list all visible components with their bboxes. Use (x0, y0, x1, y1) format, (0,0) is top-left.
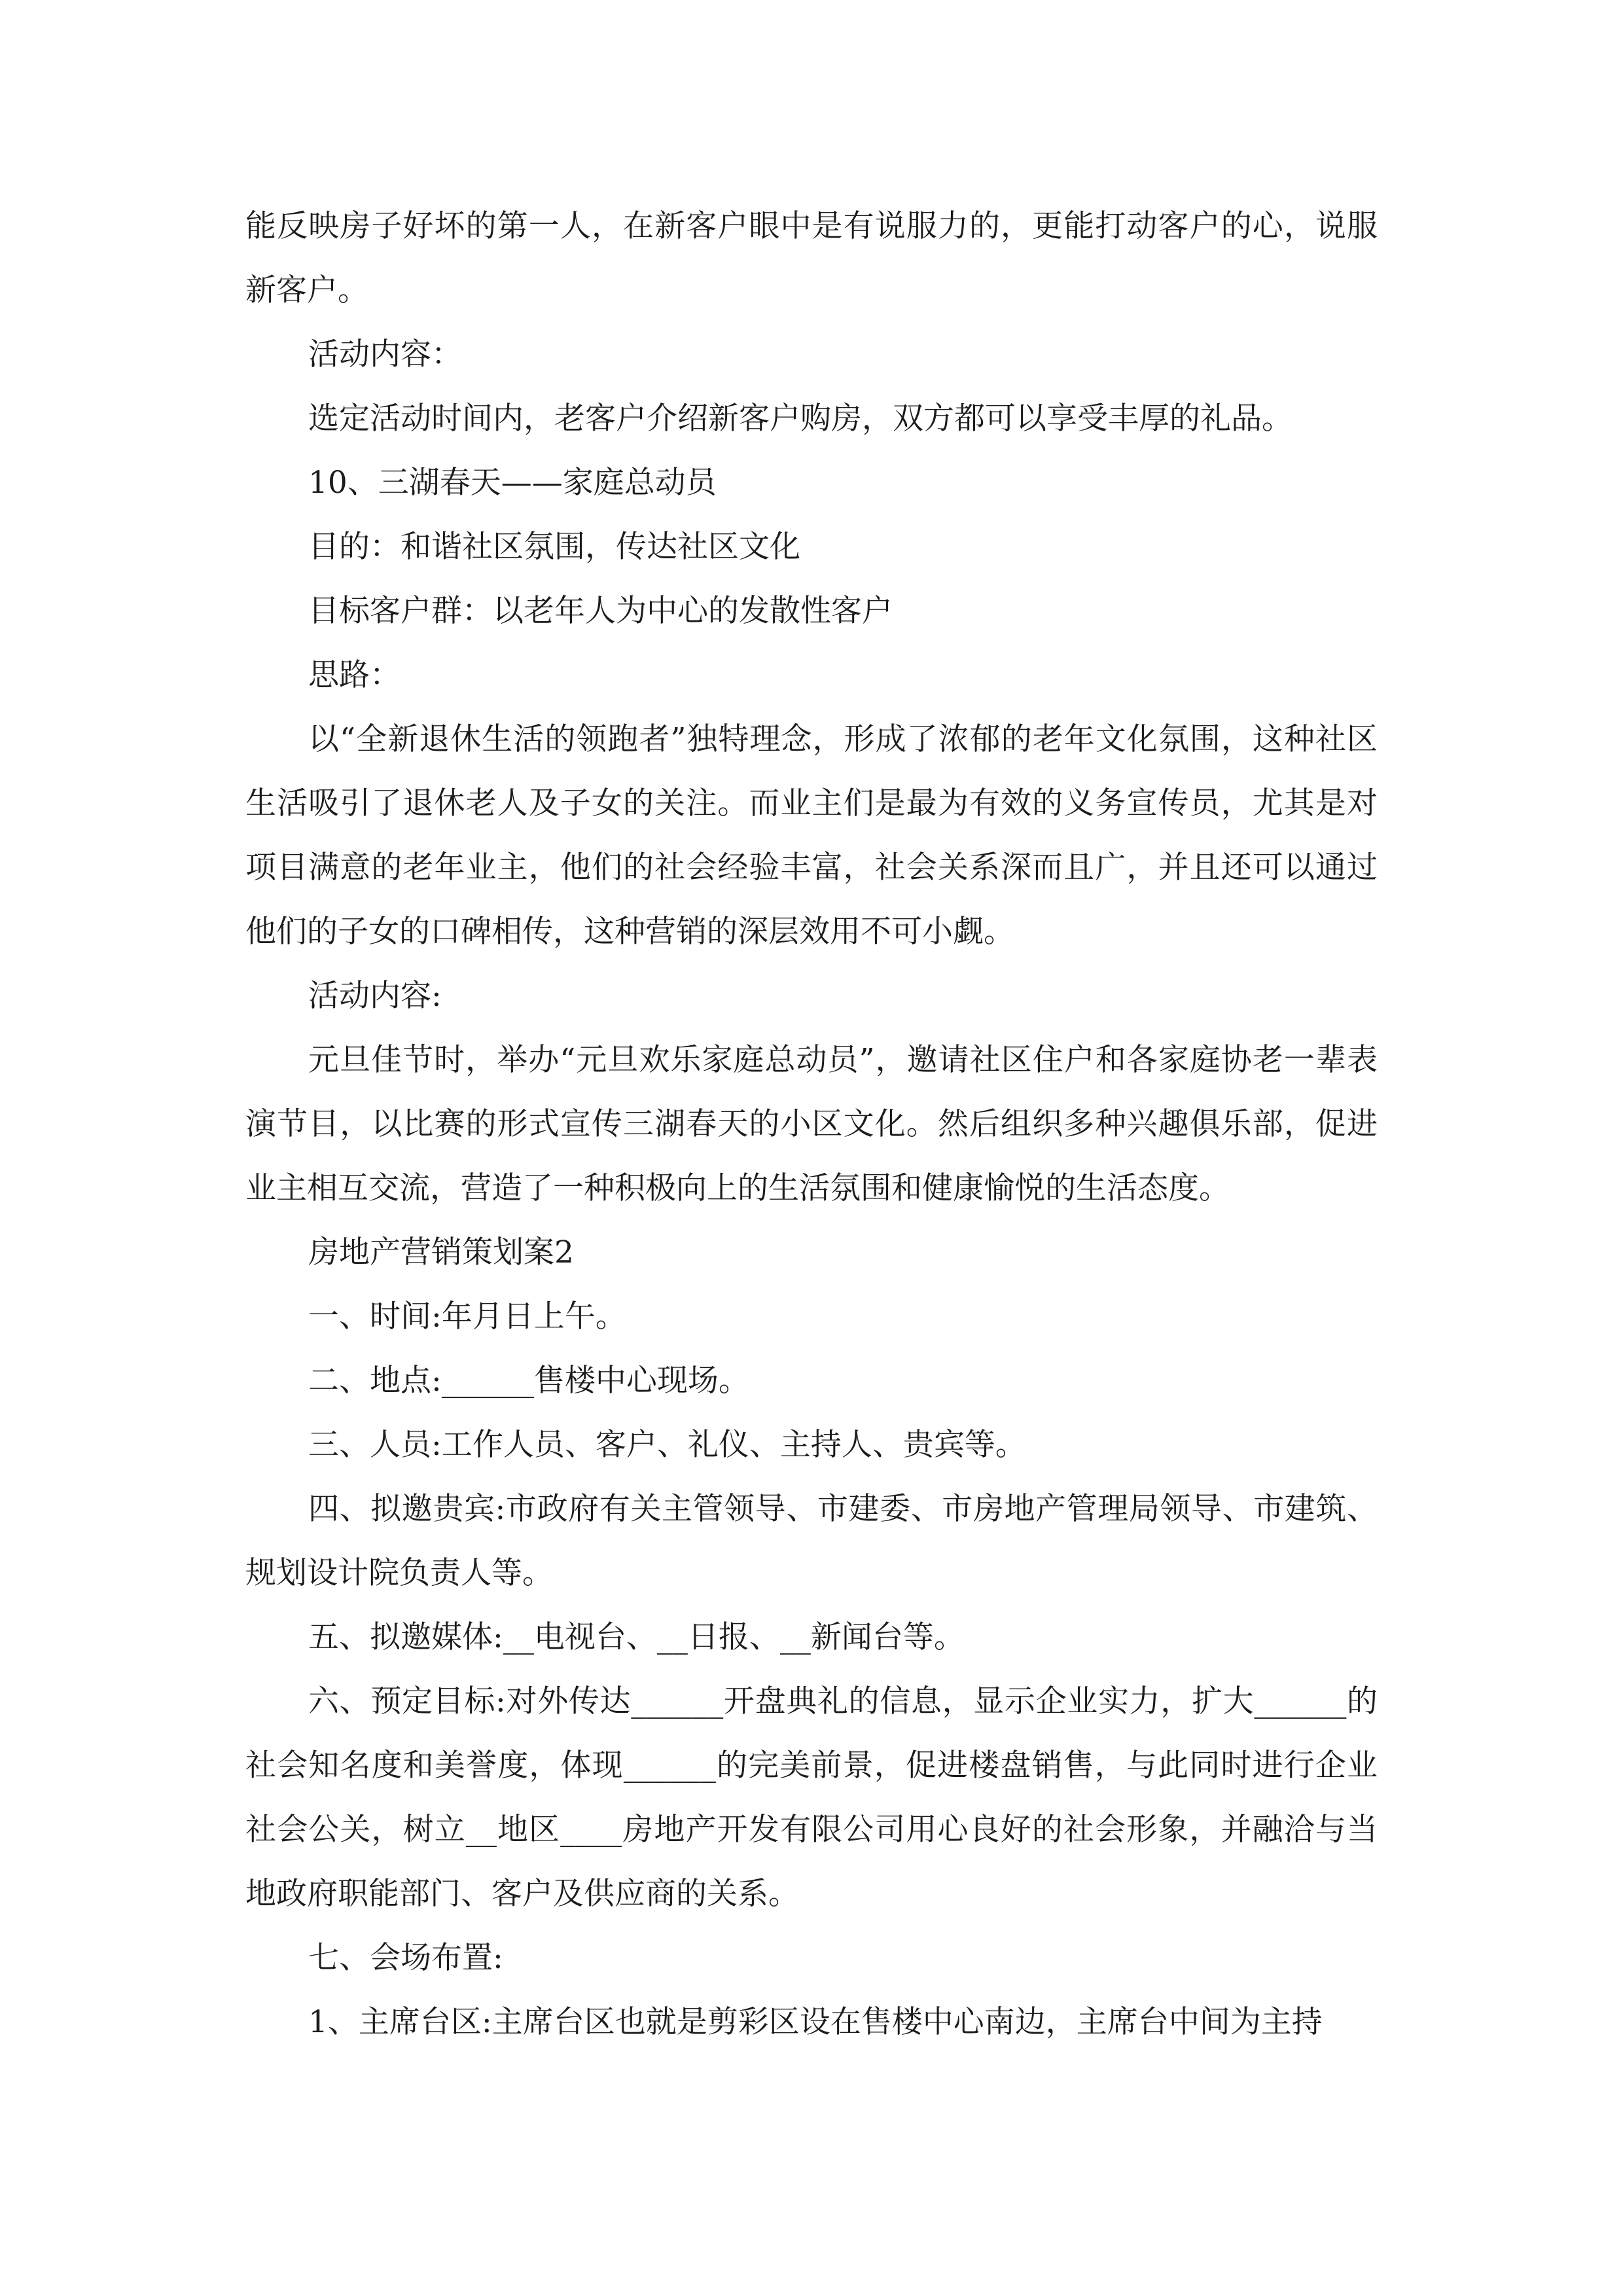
paragraph-time: 一、时间:年月日上午。 (308, 1299, 626, 1335)
paragraph-activity-content: 选定活动时间内，老客户介绍新客户购房，双方都可以享受丰厚的礼品。 (308, 401, 1293, 437)
paragraph-purpose: 目的：和谐社区氛围，传达社区文化 (308, 529, 800, 565)
paragraph-activity-content-heading-2: 活动内容: (308, 978, 442, 1014)
paragraph-personnel: 三、人员:工作人员、客户、礼仪、主持人、贵宾等。 (308, 1427, 1026, 1463)
paragraph-section-10-title: 10、三湖春天——家庭总动员 (308, 465, 717, 501)
paragraph-continuation: 能反映房子好坏的第一人，在新客户眼中是有说服力的，更能打动客户的心，说服新客户。 (245, 208, 1378, 308)
paragraph-goals: 六、预定目标:对外传达______开盘典礼的信息，显示企业实力，扩大______的社会知名度和美誉度，体现______的完美前景，促进楼盘销售，与此同时进行企业社会公关，树立__地区____房地产开发有限公司用心良好的社会形象，并融洽与当地政府职能部门、客户及供应商的关系。 (245, 1683, 1378, 1912)
paragraph-activity-content-2: 元旦佳节时，举办“元旦欢乐家庭总动员”，邀请社区住户和各家庭协老一辈表演节目，以比赛的形式宣传三湖春天的小区文化。然后组织多种兴趣俱乐部，促进业主相互交流，营造了一种积极向上的生活氛围和健康愉悦的生活态度。 (245, 1042, 1378, 1206)
paragraph-target-customers: 目标客户群：以老年人为中心的发散性客户 (308, 593, 893, 629)
paragraph-guests: 四、拟邀贵宾:市政府有关主管领导、市建委、市房地产管理局领导、市建筑、规划设计院负责人等。 (245, 1491, 1378, 1591)
paragraph-approach-heading: 思路： (308, 657, 401, 693)
paragraph-activity-content-heading: 活动内容： (308, 336, 462, 372)
paragraph-rostrum-area: 1、主席台区:主席台区也就是剪彩区设在售楼中心南边，主席台中间为主持 (308, 2004, 1323, 2040)
paragraph-plan-2-title: 房地产营销策划案2 (308, 1234, 574, 1270)
paragraph-location: 二、地点:______售楼中心现场。 (308, 1363, 749, 1399)
document-body (245, 194, 1378, 2054)
paragraph-media: 五、拟邀媒体:__电视台、__日报、__新闻台等。 (308, 1619, 965, 1655)
paragraph-approach: 以“全新退休生活的领跑者”独特理念，形成了浓郁的老年文化氛围，这种社区生活吸引了退休老人及子女的关注。而业主们是最为有效的义务宣传员，尤其是对项目满意的老年业主，他们的社会经验丰富，社会关系深而且广，并且还可以通过他们的子女的口碑相传，这种营销的深层效用不可小觑。 (245, 721, 1378, 950)
paragraph-venue-layout: 七、会场布置: (308, 1940, 503, 1976)
